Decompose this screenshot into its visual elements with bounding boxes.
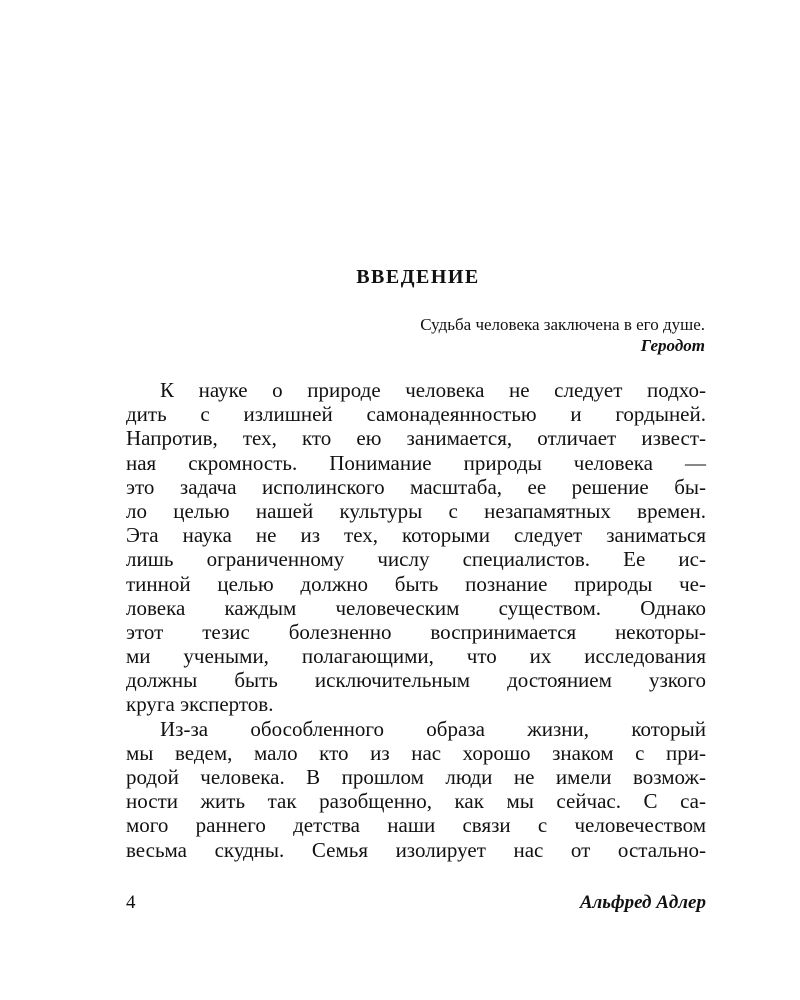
text-line: ности жить так разобщенно, как мы сейчас. С са- (126, 789, 706, 814)
text-line: весьма скудны. Семья изолирует нас от остально- (126, 837, 706, 862)
body-text (126, 378, 706, 862)
text-line: лишь ограниченному числу специалистов. Ее ис- (126, 547, 706, 572)
text-line: ми учеными, полагающими, что их исследования (126, 644, 706, 669)
running-author: Альфред Адлер (579, 892, 706, 913)
text-line: мы ведем, мало кто из нас хорошо знаком с при- (126, 740, 706, 765)
page-footer (126, 892, 706, 918)
text-line: Напротив, тех, кто ею занимается, отличает извест- (126, 426, 706, 451)
text-line: родой человека. В прошлом люди не имели возмож- (126, 765, 706, 789)
text-line: Из-за обособленного образа жизни, который (160, 716, 706, 741)
text-line: это задача исполинского масштаба, ее решение бы- (126, 474, 706, 499)
text-line: ловека каждым человеческим существом. Однако (126, 595, 706, 620)
paragraph-2 (126, 717, 706, 862)
text-line: ная скромность. Понимание природы человека — (126, 450, 706, 475)
text-line: тинной целью должно быть познание природы че- (126, 571, 706, 596)
text-line: Эта наука не из тех, которыми следует заниматься (126, 523, 706, 548)
paragraph-1 (126, 378, 706, 717)
text-line: круга экспертов. (126, 692, 274, 717)
epigraph (420, 314, 705, 356)
epigraph-quote: Судьба человека заключена в его душе. (420, 315, 705, 334)
text-line: должны быть исключительным достоянием узкого (126, 668, 706, 693)
text-line: ло целью нашей культуры с незапамятных времен. (126, 498, 706, 523)
text-line: дить с излишней самонадеянностью и гордыней. (126, 402, 706, 427)
epigraph-author: Геродот (640, 336, 705, 355)
chapter-title: ВВЕДЕНИЕ (356, 266, 480, 288)
text-line: К науке о природе человека не следует подхо- (160, 378, 706, 402)
page-number: 4 (126, 892, 136, 913)
text-line: этот тезис болезненно воспринимается некоторы- (126, 619, 706, 644)
text-line: мого раннего детства наши связи с человечеством (126, 813, 706, 838)
